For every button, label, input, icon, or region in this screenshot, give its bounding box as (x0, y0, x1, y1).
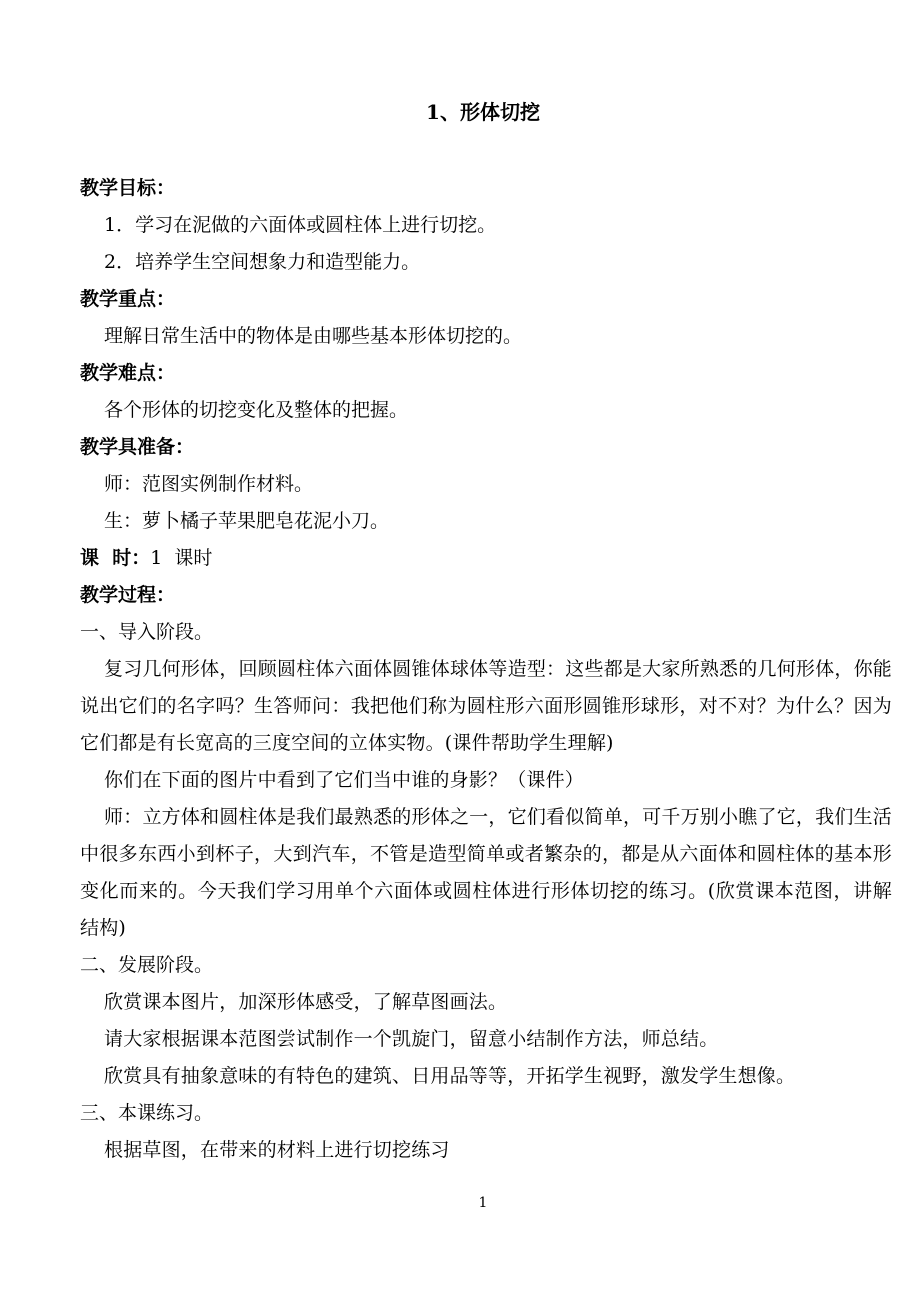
class-period-value: 1 课时 (150, 547, 213, 569)
material-item: 生：萝卜橘子苹果肥皂花泥小刀。 (104, 510, 390, 532)
stage-title-development: 二、发展阶段。 (80, 954, 214, 976)
stage-paragraph: 请大家根据课本范图尝试制作一个凯旋门，留意小结制作方法，师总结。 (104, 1028, 719, 1050)
stage-paragraph: 根据草图，在带来的材料上进行切挖练习 (104, 1139, 450, 1161)
stage-title-practice: 三、本课练习。 (80, 1102, 214, 1124)
stage-paragraph: 师：立方体和圆柱体是我们最熟悉的形体之一，它们看似简单，可千万别小瞧了它，我们生活中很多东西小到杯子，大到汽车，不管是造型简单或者繁杂的，都是从六面体和圆柱体的基本形变化而来的。今天我们学习用单个六面体或圆柱体进行形体切挖的练习。(欣赏课本范图，讲解结构) (80, 806, 892, 939)
key-point-item: 理解日常生活中的物体是由哪些基本形体切挖的。 (104, 325, 523, 347)
section-heading-objectives: 教学目标： (80, 177, 176, 199)
material-item: 师：范图实例制作材料。 (104, 473, 314, 495)
difficulty-item: 各个形体的切挖变化及整体的把握。 (104, 399, 409, 421)
stage-paragraph: 你们在下面的图片中看到了它们当中谁的身影？（课件） (104, 769, 585, 791)
section-heading-process: 教学过程： (80, 584, 176, 606)
stage-title-intro: 一、导入阶段。 (80, 621, 214, 643)
document-body (80, 170, 892, 1169)
section-heading-difficulties: 教学难点： (80, 362, 176, 384)
stage-paragraph: 欣赏具有抽象意味的有特色的建筑、日用品等等，开拓学生视野，激发学生想像。 (104, 1065, 796, 1087)
stage-paragraph: 欣赏课本图片，加深形体感受，了解草图画法。 (104, 991, 508, 1013)
section-heading-key-points: 教学重点： (80, 288, 176, 310)
stage-paragraph: 复习几何形体，回顾圆柱体六面体圆锥体球体等造型：这些都是大家所熟悉的几何形体，你能说出它们的名字吗？生答师问：我把他们称为圆柱形六面形圆锥形球形，对不对？为什么？因为它们都是有长宽高的三度空间的立体实物。(课件帮助学生理解) (80, 658, 892, 754)
class-period-line (80, 540, 892, 577)
objective-item: 2．培养学生空间想象力和造型能力。 (104, 251, 421, 273)
objective-item: 1．学习在泥做的六面体或圆柱体上进行切挖。 (104, 214, 497, 236)
class-period-label: 课 时： (80, 547, 151, 569)
page-number: 1 (478, 1195, 488, 1211)
section-heading-materials: 教学具准备： (80, 436, 195, 458)
document-title: 1、形体切挖 (426, 100, 540, 124)
